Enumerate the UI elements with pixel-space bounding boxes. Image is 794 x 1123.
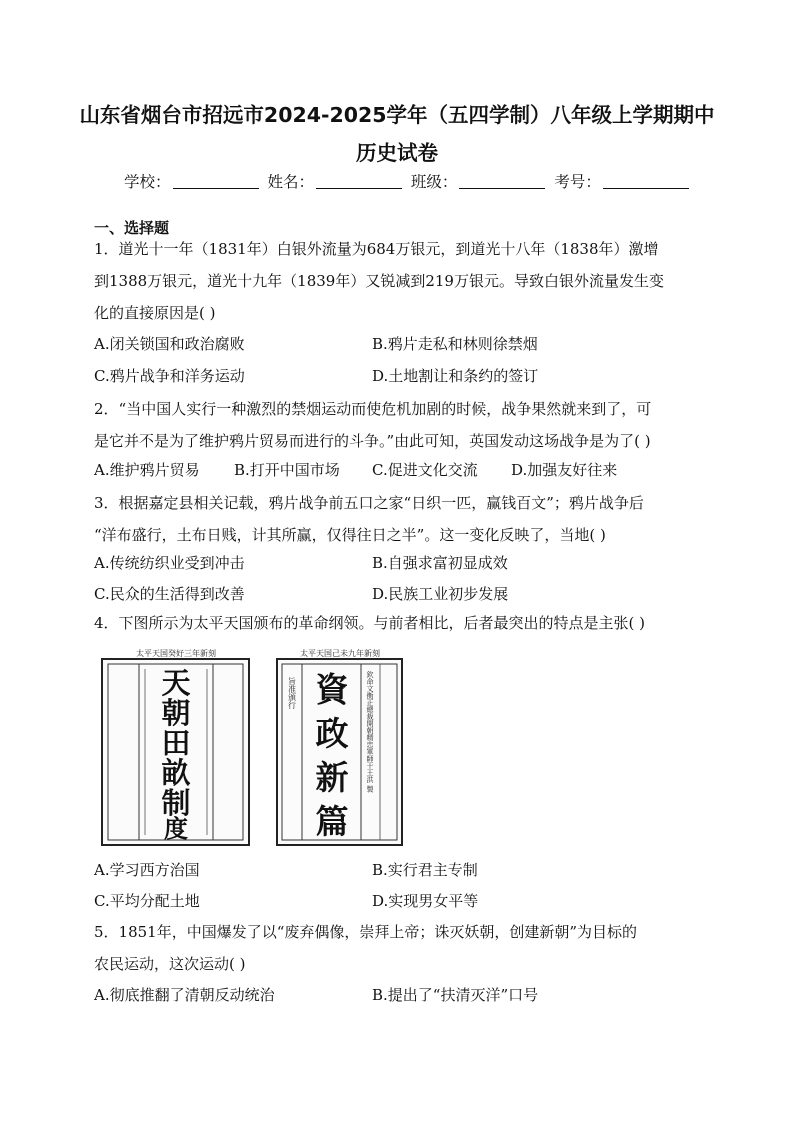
question-2-line-1: 2．“当中国人实行一种激烈的禁烟运动而使危机加剧的时候，战争果然就来到了，可 xyxy=(94,400,652,418)
school-label: 学校： xyxy=(124,173,171,191)
figure-left-char-6: 度 xyxy=(164,814,188,843)
question-4-line-1: 4．下图所示为太平天国颁布的革命纲领。与前者相比，后者最突出的特点是主张( ) xyxy=(94,614,646,632)
question-4-option-b: B.实行君主专制 xyxy=(372,861,478,879)
question-3-line-2: “洋布盛行，土布日贱，计其所赢，仅得往日之半”。这一变化反映了，当地( ) xyxy=(94,526,606,544)
question-1-option-a: A.闭关锁国和政治腐败 xyxy=(94,335,245,353)
question-2-option-a: A.维护鸦片贸易 xyxy=(94,461,200,479)
question-1-option-d: D.土地割让和条约的签订 xyxy=(372,367,539,385)
school-blank xyxy=(173,174,259,189)
figure-right-side-right: 欽命文衡正總裁開朝精忠軍師干王洪 製 xyxy=(366,671,374,793)
question-5 xyxy=(94,916,714,980)
figure-right-side-left: 旨准頒行 xyxy=(287,677,297,709)
figure-left-char-2: 朝 xyxy=(161,696,191,730)
page-subtitle: 历史试卷 xyxy=(356,141,438,165)
figure-left-char-5: 制 xyxy=(161,786,191,820)
figure-right-char-3: 新 xyxy=(315,758,349,797)
figure-tianchao-tianmu-zhidu xyxy=(101,647,251,847)
figure-zizheng-xinpian xyxy=(276,647,404,847)
question-3 xyxy=(94,487,714,551)
question-4 xyxy=(94,607,734,639)
question-1-line-1: 1．道光十一年（1831年）白银外流量为684万银元，到道光十八年（1838年）激增 xyxy=(94,240,659,258)
question-1-option-c: C.鸦片战争和洋务运动 xyxy=(94,367,245,385)
question-4-option-c: C.平均分配土地 xyxy=(94,892,200,910)
figure-right-char-2: 政 xyxy=(315,714,349,753)
name-label: 姓名： xyxy=(267,173,314,191)
student-info-row xyxy=(124,170,693,192)
question-2-option-b: B.打开中国市场 xyxy=(234,461,340,479)
question-2-line-2: 是它并不是为了维护鸦片贸易而进行的斗争。”由此可知，英国发动这场战争是为了( ) xyxy=(94,432,651,450)
question-3-option-c: C.民众的生活得到改善 xyxy=(94,585,245,603)
figure-left-char-1: 天 xyxy=(161,666,191,700)
question-5-line-2: 农民运动，这次运动( ) xyxy=(94,955,246,973)
question-5-line-1: 5．1851年，中国爆发了以“废弃偶像，崇拜上帝；诛灭妖朝，创建新朝”为目标的 xyxy=(94,923,638,941)
number-label: 考号： xyxy=(554,173,601,191)
figure-right-top-text: 太平天国己未九年新刻 xyxy=(300,649,380,658)
name-blank xyxy=(316,174,402,189)
question-3-option-a: A.传统纺织业受到冲击 xyxy=(94,554,245,572)
question-2-option-d: D.加强友好往来 xyxy=(511,461,618,479)
class-label: 班级： xyxy=(410,173,458,191)
question-5-option-a: A.彻底推翻了清朝反动统治 xyxy=(94,986,275,1004)
page-title: 山东省烟台市招远市2024-2025学年（五四学制）八年级上学期期中 xyxy=(79,103,715,127)
question-1-line-3: 化的直接原因是( ) xyxy=(94,304,216,322)
question-2 xyxy=(94,393,734,457)
question-1-line-2: 到1388万银元，道光十九年（1839年）又锐减到219万银元。导致白银外流量发生变 xyxy=(94,272,664,290)
figure-right-char-1: 資 xyxy=(315,670,349,709)
question-3-line-1: 3．根据嘉定县相关记载，鸦片战争前五口之家“日织一匹，赢钱百文”；鸦片战争后 xyxy=(94,494,644,512)
figure-left-char-3: 田 xyxy=(161,726,191,760)
figure-right-char-4: 篇 xyxy=(315,802,349,841)
question-2-option-c: C.促进文化交流 xyxy=(372,461,478,479)
number-blank xyxy=(603,174,689,189)
question-3-option-d: D.民族工业初步发展 xyxy=(372,585,509,603)
figure-left-top-text: 太平天国癸好三年新刻 xyxy=(136,649,216,658)
question-1-option-b: B.鸦片走私和林则徐禁烟 xyxy=(372,335,538,353)
question-4-option-d: D.实现男女平等 xyxy=(372,892,479,910)
section-title: 一、选择题 xyxy=(94,219,170,237)
question-5-option-b: B.提出了“扶清灭洋”口号 xyxy=(372,986,539,1004)
figure-left-char-4: 畝 xyxy=(161,756,191,790)
question-4-option-a: A.学习西方治国 xyxy=(94,861,200,879)
class-blank xyxy=(459,174,545,189)
question-1 xyxy=(94,233,714,329)
question-3-option-b: B.自强求富初显成效 xyxy=(372,554,508,572)
